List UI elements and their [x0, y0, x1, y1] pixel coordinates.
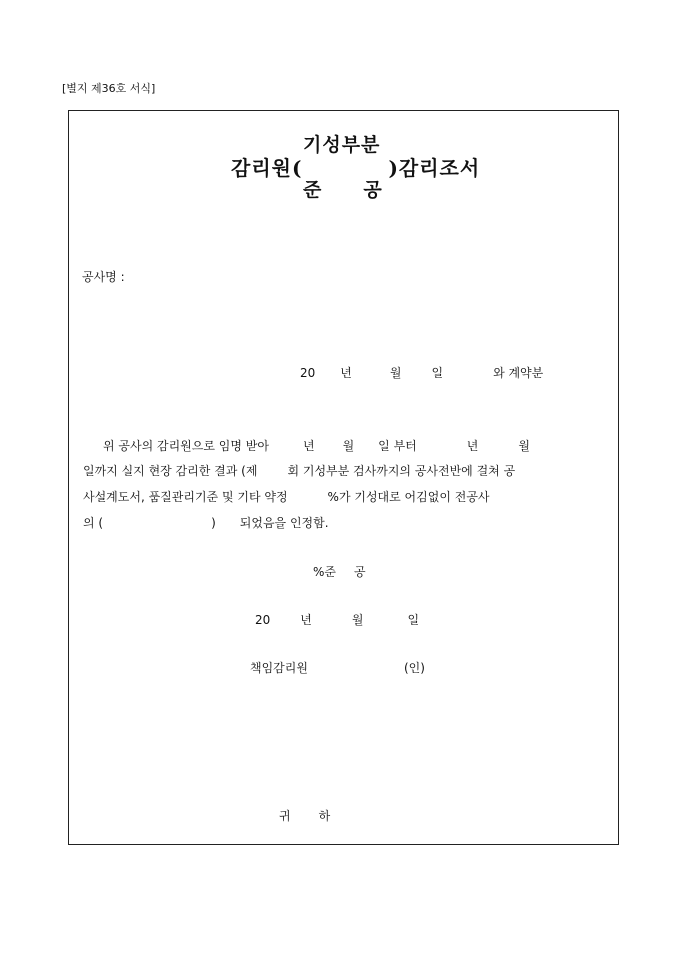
title-bottom-line	[303, 175, 382, 202]
contract-year: 년	[340, 366, 352, 380]
date-month: 월	[351, 613, 364, 627]
addressee-line	[279, 807, 330, 824]
seal-mark: (인)	[403, 661, 425, 675]
body-l4-b: )	[211, 516, 216, 530]
body-line-4	[83, 514, 329, 531]
body-l1-f: 월	[518, 439, 530, 453]
date-year: 년	[300, 613, 312, 627]
form-number-label: [별지 제36호 서식]	[62, 82, 156, 95]
title-top-line: 기성부분	[303, 134, 381, 156]
contract-suffix: 와 계약분	[493, 366, 544, 380]
body-l1-d: 일 부터	[378, 439, 417, 453]
body-l1-e: 년	[466, 439, 479, 453]
contract-day: 일	[431, 366, 444, 380]
contract-year-prefix: 20	[300, 366, 316, 380]
contract-line	[300, 364, 543, 381]
body-l3-a: 사설계도서, 품질관리기준 및 기타 약정	[83, 490, 288, 504]
date-line	[255, 611, 419, 628]
project-name-label: 공사명 :	[82, 270, 125, 284]
body-l1-c: 월	[342, 439, 355, 453]
body-l4-a: 의 (	[83, 516, 104, 530]
body-l2-b: 회 기성부분 검사까지의 공사전반에 걸쳐 공	[287, 464, 516, 478]
body-line-2	[83, 462, 515, 479]
body-l3-b: %가 기성대로 어김없이 전공사	[327, 490, 490, 504]
contract-month: 월	[389, 366, 402, 380]
body-l1-a: 위 공사의 감리원으로 임명 받아	[103, 439, 269, 453]
date-day: 일	[407, 613, 420, 627]
percent-b: 공	[354, 565, 366, 579]
body-l2-a: 일까지 실지 현장 감리한 결과 (제	[83, 464, 258, 478]
body-line-3	[83, 488, 490, 505]
title-right: )감리조서	[388, 156, 481, 180]
addressee-a: 귀	[279, 809, 291, 823]
date-year-prefix: 20	[255, 613, 271, 627]
signature-line	[250, 659, 425, 676]
signature-label: 책임감리원	[250, 661, 308, 675]
percent-line	[313, 563, 366, 580]
body-l4-c: 되었음을 인정함.	[239, 516, 329, 530]
body-line-1	[103, 437, 530, 454]
body-l1-b: 년	[302, 439, 315, 453]
percent-a: %준	[313, 565, 336, 579]
title-bottom-1: 준	[303, 179, 322, 201]
addressee-b: 하	[318, 809, 331, 823]
title-left: 감리원(	[231, 156, 303, 180]
title-bottom-2: 공	[363, 179, 382, 201]
